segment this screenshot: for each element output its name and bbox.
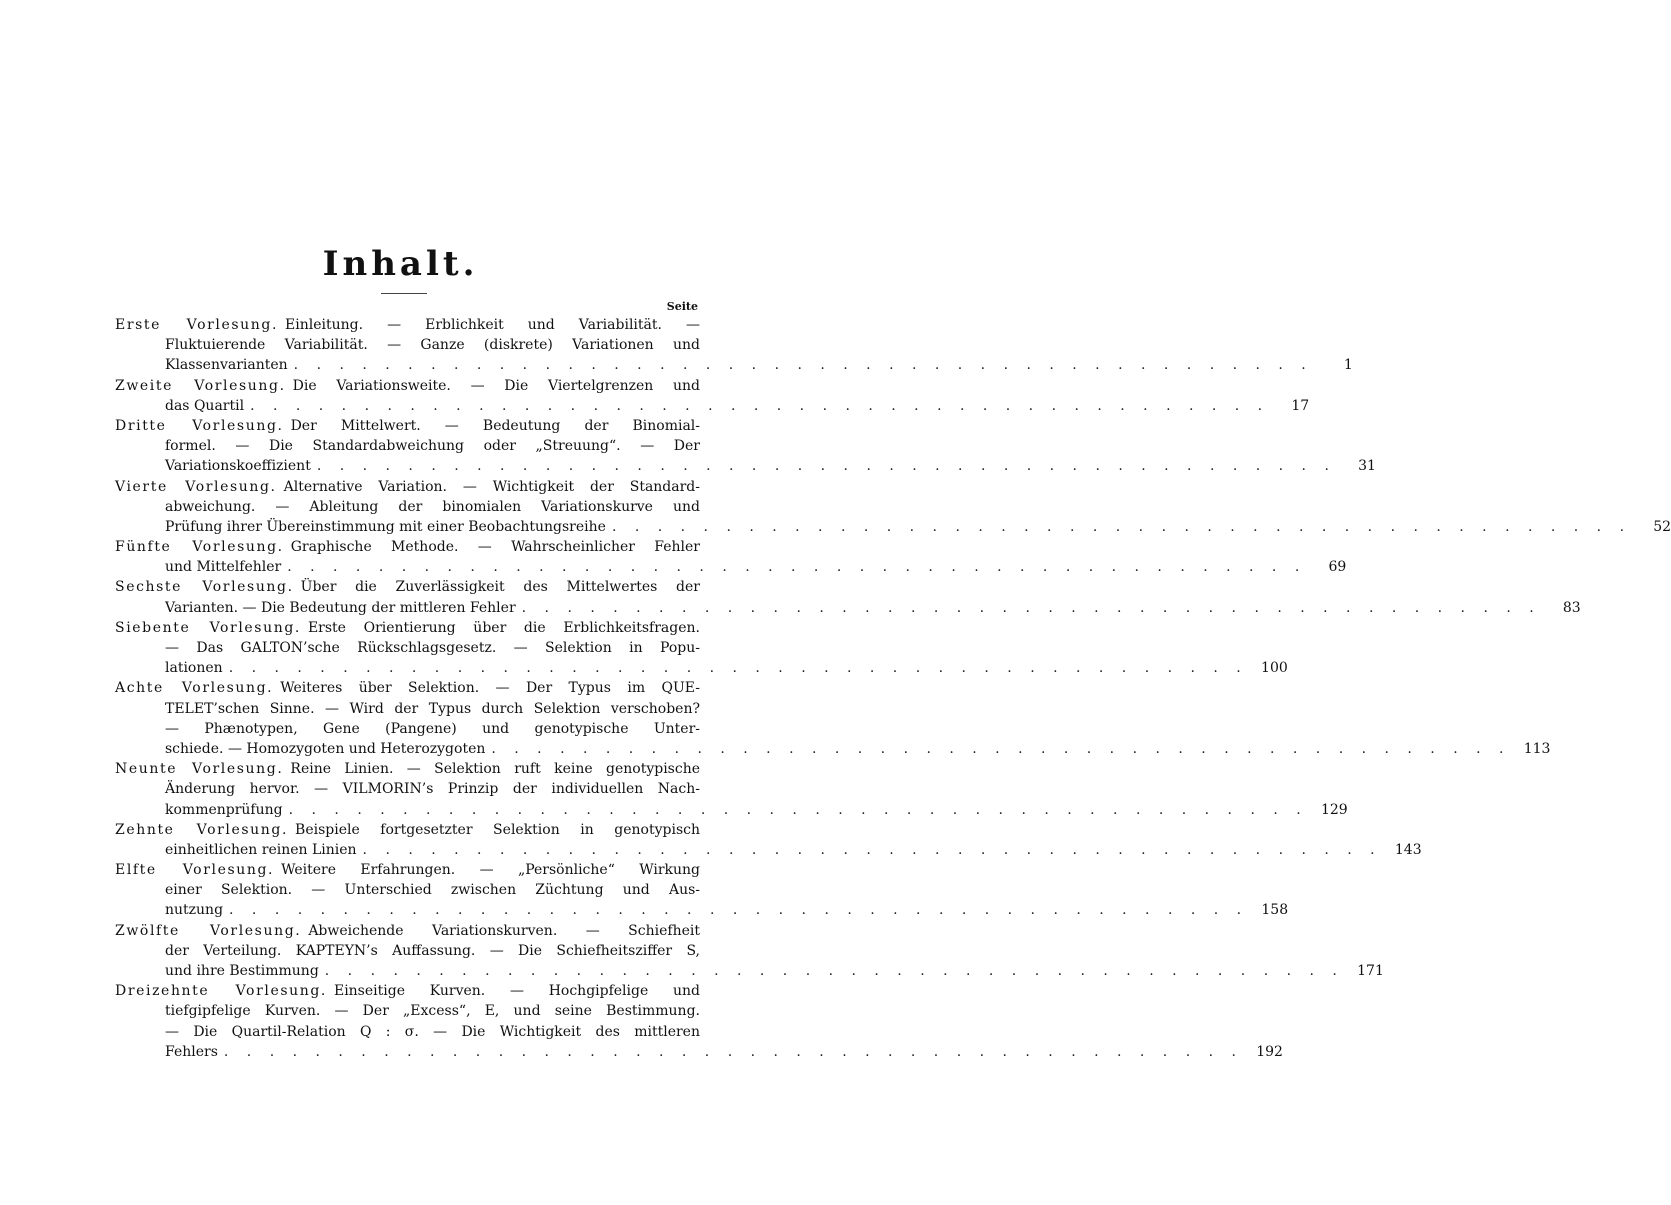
toc-line: [115, 376, 700, 396]
toc-line: [115, 880, 700, 900]
entry-text: Varianten. — Die Bedeutung der mittleren Fehler: [165, 599, 516, 616]
page-number: 192: [1256, 1043, 1283, 1060]
toc-line: [115, 860, 700, 880]
toc-line: [115, 416, 700, 436]
leader-dots: . . . . . . . . . . . . . . . . . . . . . . . . . . . . . . . . . . . . . . . . . . . . .: [491, 740, 1511, 757]
leader-dots: . . . . . . . . . . . . . . . . . . . . . . . . . . . . . . . . . . . . . . . . . . . . .: [324, 963, 1344, 979]
lecture-label: Achte Vorlesung.: [115, 680, 274, 697]
page-number: 143: [1394, 841, 1422, 858]
toc-line: [115, 638, 700, 658]
entry-text: Alternative Variation. — Wichtigkeit der Standard-: [283, 478, 700, 495]
toc-line: [115, 719, 700, 739]
toc-entry: [115, 477, 1671, 538]
entry-text: Abweichende Variationskurven. — Schiefheit: [308, 922, 700, 939]
lecture-label: Zweite Vorlesung.: [115, 377, 286, 394]
toc-line-with-page: [115, 557, 1347, 577]
page-number: 171: [1357, 963, 1384, 979]
toc-line: [115, 921, 700, 941]
page-column-label: Seite: [666, 300, 698, 313]
entry-text: Variationskoeffizient: [165, 458, 311, 475]
toc-entry: [115, 860, 1289, 921]
entry-text: lationen: [165, 660, 223, 677]
toc-line: [115, 335, 700, 355]
leader-dots: . . . . . . . . . . . . . . . . . . . . . . . . . . . . . . . . . . . . . . . . . . . . .: [611, 518, 1632, 535]
entry-text: Einseitige Kurven. — Hochgipfelige und: [333, 983, 700, 1000]
title-rule: [381, 293, 427, 294]
entry-text: Über die Zuverlässigkeit des Mittelwertes der: [300, 579, 701, 596]
toc-line: [115, 1022, 700, 1042]
leader-dots: . . . . . . . . . . . . . . . . . . . . . . . . . . . . . . . . . . . . . . . . . . . . .: [250, 397, 1270, 414]
entry-text: Fehlers: [165, 1043, 218, 1060]
lecture-label: Neunte Vorlesung.: [115, 761, 284, 778]
lecture-label: Erste Vorlesung.: [115, 317, 279, 333]
leader-dots: . . . . . . . . . . . . . . . . . . . . . . . . . . . . . . . . . . . . . . . . . . . . .: [228, 660, 1248, 677]
lecture-label: Sechste Vorlesung.: [115, 579, 294, 596]
entry-text: Der Mittelwert. — Bedeutung der Binomial-: [290, 417, 700, 434]
entry-text: Prüfung ihrer Übereinstimmung mit einer Beobachtungsreihe: [165, 518, 606, 535]
page-number: 1: [1343, 357, 1353, 374]
entry-text: — Das GALTON’sche Rückschlagsgesetz. — Selektion in Popu-: [165, 640, 700, 656]
toc-entry: [115, 618, 1288, 679]
toc-line: [115, 1001, 700, 1021]
toc-entry: [115, 577, 1581, 617]
toc-entry: [115, 537, 1347, 577]
toc-line-with-page: [115, 739, 1551, 759]
toc-entry: [115, 981, 1283, 1062]
toc-line: [115, 577, 700, 597]
toc-line: [115, 436, 700, 456]
page-number: 83: [1562, 599, 1581, 616]
entry-text: und Mittelfehler: [165, 559, 282, 576]
lecture-label: Zehnte Vorlesung.: [115, 821, 289, 838]
toc-line-with-page: [115, 598, 1581, 618]
table-of-contents: [115, 315, 1671, 1062]
entry-text: Beispiele fortgesetzter Selektion in genotypisch: [295, 821, 700, 838]
toc-line: [115, 779, 700, 799]
toc-entry: [115, 921, 1384, 982]
toc-line-with-page: [115, 1042, 1283, 1062]
entry-text: und ihre Bestimmung: [165, 963, 319, 979]
lecture-label: Dritte Vorlesung.: [115, 417, 284, 434]
page-title: Inhalt.: [322, 244, 479, 284]
entry-text: Einleitung. — Erblichkeit und Variabilität. —: [285, 317, 700, 333]
toc-line-with-page: [115, 396, 1310, 416]
toc-line: [115, 678, 700, 698]
page-number: 69: [1328, 559, 1347, 576]
entry-text: — Die Quartil-Relation Q : σ. — Die Wichtigkeit des mittleren: [165, 1023, 700, 1040]
entry-text: einer Selektion. — Unterschied zwischen Züchtung und Aus-: [165, 882, 700, 899]
page-number: 158: [1261, 902, 1289, 919]
toc-line: [115, 759, 700, 779]
toc-entry: [115, 678, 1551, 759]
toc-line-with-page: [115, 658, 1288, 678]
entry-text: Klassenvarianten: [165, 357, 288, 374]
leader-dots: . . . . . . . . . . . . . . . . . . . . . . . . . . . . . . . . . . . . . . . . . . . . .: [287, 559, 1307, 576]
entry-text: kommenprüfung: [165, 801, 283, 818]
toc-entry: [115, 759, 1348, 820]
toc-line: [115, 315, 700, 335]
entry-text: Reine Linien. — Selektion ruft keine genotypische: [290, 761, 701, 778]
toc-line-with-page: [115, 840, 1422, 860]
entry-text: Weitere Erfahrungen. — „Persönliche“ Wirkung: [281, 862, 701, 879]
entry-text: formel. — Die Standardabweichung oder „Streuung“. — Der: [165, 438, 700, 455]
page-number: 129: [1320, 801, 1348, 818]
lecture-label: Vierte Vorlesung.: [115, 478, 277, 495]
page-number: 52: [1653, 518, 1671, 535]
entry-text: TELET’schen Sinne. — Wird der Typus durch Selektion verschoben?: [165, 700, 700, 717]
toc-entry: [115, 416, 1376, 477]
entry-text: Fluktuierende Variabilität. — Ganze (diskrete) Variationen und: [165, 337, 700, 354]
lecture-label: Elfte Vorlesung.: [115, 862, 275, 879]
entry-text: Graphische Methode. — Wahrscheinlicher Fehler: [290, 539, 700, 556]
leader-dots: . . . . . . . . . . . . . . . . . . . . . . . . . . . . . . . . . . . . . . . . . . . . .: [362, 841, 1382, 858]
page-number: 31: [1358, 458, 1376, 475]
page-number: 17: [1291, 397, 1310, 414]
entry-text: Die Variationsweite. — Die Viertelgrenzen und: [292, 377, 701, 394]
toc-line-with-page: [115, 800, 1348, 820]
lecture-label: Zwölfte Vorlesung.: [115, 922, 302, 939]
toc-line-with-page: [115, 900, 1289, 920]
toc-line-with-page: [115, 355, 1353, 375]
lecture-label: Dreizehnte Vorlesung.: [115, 983, 327, 1000]
toc-line: [115, 477, 700, 497]
toc-entry: [115, 315, 1353, 376]
page-number: 113: [1523, 740, 1551, 757]
toc-line: [115, 537, 700, 557]
lecture-label: Fünfte Vorlesung.: [115, 539, 284, 556]
entry-text: Erste Orientierung über die Erblichkeitsfragen.: [307, 619, 700, 636]
entry-text: — Phænotypen, Gene (Pangene) und genotypische Unter-: [165, 720, 700, 737]
entry-text: schiede. — Homozygoten und Heterozygoten: [165, 740, 486, 757]
entry-text: Änderung hervor. — VILMORIN’s Prinzip der individuellen Nach-: [165, 781, 700, 798]
toc-line: [115, 497, 700, 517]
entry-text: der Verteilung. KAPTEYN’s Auffassung. — Die Schiefheitsziffer S,: [165, 942, 700, 959]
entry-text: Weiteres über Selektion. — Der Typus im QUE-: [280, 680, 700, 697]
entry-text: abweichung. — Ableitung der binomialen Variationskurve und: [165, 498, 700, 515]
toc-line-with-page: [115, 517, 1671, 537]
leader-dots: . . . . . . . . . . . . . . . . . . . . . . . . . . . . . . . . . . . . . . . . . . . . .: [288, 801, 1308, 818]
leader-dots: . . . . . . . . . . . . . . . . . . . . . . . . . . . . . . . . . . . . . . . . . . . . .: [521, 599, 1541, 616]
entry-text: tiefgipfelige Kurven. — Der „Excess“, E, und seine Bestimmung.: [165, 1003, 700, 1020]
toc-line: [115, 618, 700, 638]
leader-dots: . . . . . . . . . . . . . . . . . . . . . . . . . . . . . . . . . . . . . . . . . . . . .: [229, 902, 1249, 919]
toc-line-with-page: [115, 456, 1376, 476]
leader-dots: . . . . . . . . . . . . . . . . . . . . . . . . . . . . . . . . . . . . . . . . . . . . .: [223, 1043, 1243, 1060]
toc-line: [115, 699, 700, 719]
leader-dots: . . . . . . . . . . . . . . . . . . . . . . . . . . . . . . . . . . . . . . . . . . . . .: [316, 458, 1336, 475]
page-number: 100: [1261, 660, 1288, 677]
toc-entry: [115, 820, 1422, 860]
toc-entry: [115, 376, 1310, 416]
entry-text: das Quartil: [165, 397, 245, 414]
entry-text: nutzung: [165, 902, 224, 919]
toc-line: [115, 941, 700, 961]
toc-line: [115, 981, 700, 1001]
entry-text: einheitlichen reinen Linien: [165, 841, 357, 858]
leader-dots: . . . . . . . . . . . . . . . . . . . . . . . . . . . . . . . . . . . . . . . . . . . . .: [293, 357, 1313, 374]
toc-line-with-page: [115, 961, 1384, 981]
lecture-label: Siebente Vorlesung.: [115, 619, 301, 636]
toc-line: [115, 820, 700, 840]
